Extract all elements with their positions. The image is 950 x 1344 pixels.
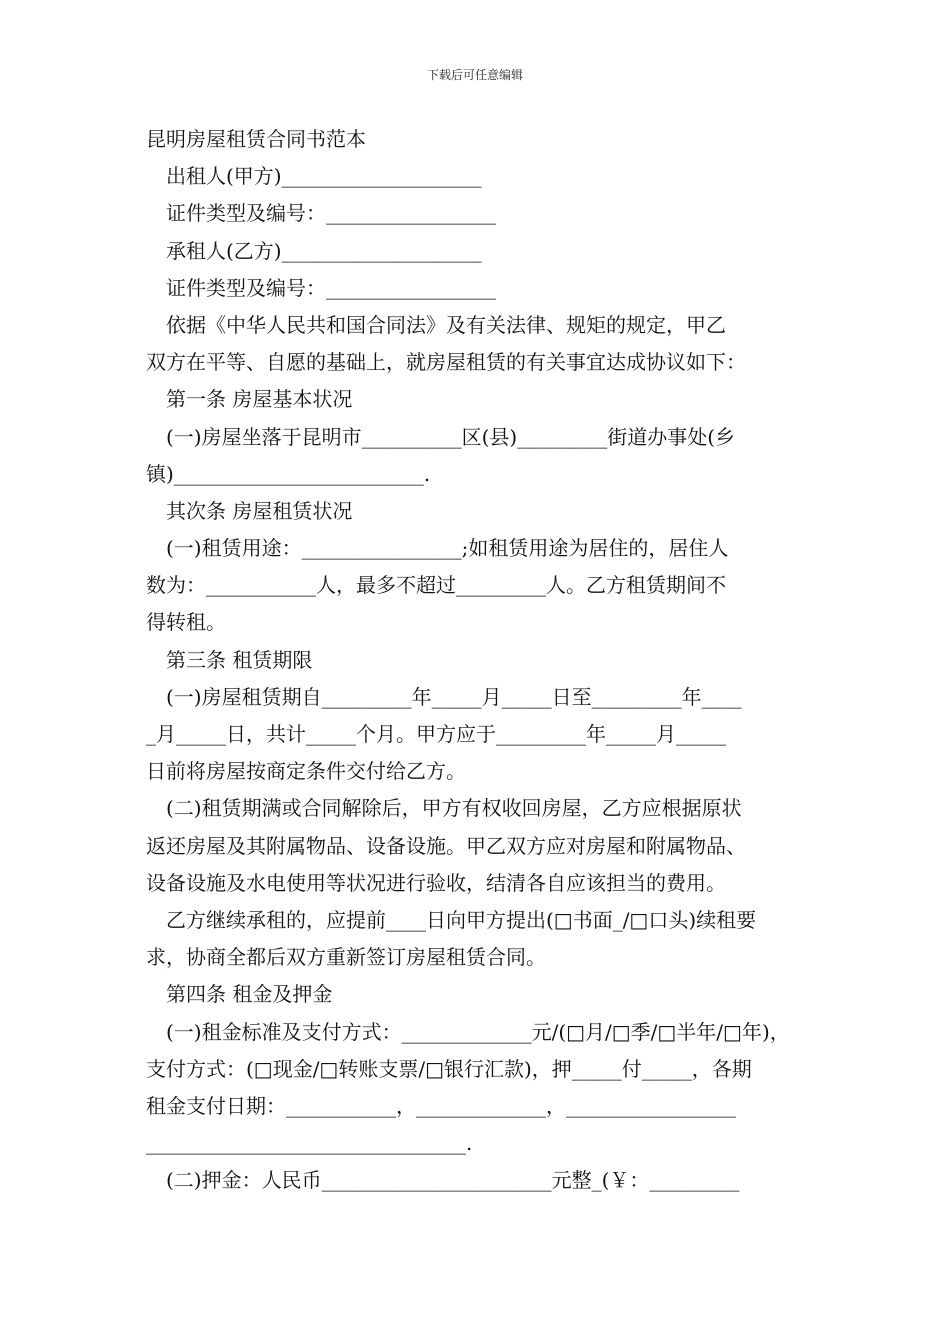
paragraph-line: 日前将房屋按商定条件交付给乙方。 xyxy=(146,759,466,784)
paragraph-line: (一)租金标准及支付方式：_____________元/(□月/□季/□半年/□年)， xyxy=(166,1019,790,1044)
lessee-id-line: 证件类型及编号：_________________ xyxy=(166,275,496,300)
paragraph-line: 依据《中华人民共和国合同法》及有关法律、规矩的规定，甲乙 xyxy=(166,312,726,337)
paragraph-line: _月_____日，共计_____个月。甲方应于_________年_____月_____ xyxy=(146,722,726,746)
article-heading: 其次条 房屋租赁状况 xyxy=(166,498,353,523)
paragraph-line: 支付方式：(□现金/□转账支票/□银行汇款)，押_____付_____，各期 xyxy=(146,1056,752,1081)
paragraph-line: 镇)_________________________. xyxy=(146,461,431,486)
paragraph-line: 乙方继续承租的，应提前____日向甲方提出(□书面_/□口头)续租要 xyxy=(166,907,757,932)
paragraph-line: 租金支付日期：___________，_____________，_________________ xyxy=(146,1093,736,1118)
paragraph-line: (一)房屋坐落于昆明市__________区(县)_________街道办事处(乡 xyxy=(166,424,736,449)
paragraph-line: ________________________________. xyxy=(146,1131,473,1156)
paragraph-line: 返还房屋及其附属物品、设备设施。甲乙双方应对房屋和附属物品、 xyxy=(146,833,746,858)
article-heading: 第四条 租金及押金 xyxy=(166,982,333,1007)
paragraph-line: 求，协商全都后双方重新签订房屋租赁合同。 xyxy=(146,945,546,970)
article-heading: 第一条 房屋基本状况 xyxy=(166,387,353,412)
paragraph-line: 得转租。 xyxy=(146,610,226,635)
paragraph-line: (一)房屋租赁期自_________年_____月_____日至_________年____ xyxy=(166,684,742,709)
paragraph-line: (二)租赁期满或合同解除后，甲方有权收回房屋，乙方应根据原状 xyxy=(166,796,742,821)
paragraph-line: 双方在平等、自愿的基础上，就房屋租赁的有关事宜达成协议如下： xyxy=(146,350,746,375)
lessor-id-line: 证件类型及编号：_________________ xyxy=(166,201,496,226)
contract-document xyxy=(146,121,826,1199)
paragraph-line: (一)租赁用途：________________;如租赁用途为居住的，居住人 xyxy=(166,536,729,561)
page-header: 下载后可任意编辑 xyxy=(426,68,523,82)
article-heading: 第三条 租赁期限 xyxy=(166,647,313,672)
lessor-line: 出租人(甲方)____________________ xyxy=(166,164,482,189)
paragraph-line: 数为：___________人，最多不超过_________人。乙方租赁期间不 xyxy=(146,573,726,598)
document-title: 昆明房屋租赁合同书范本 xyxy=(146,127,366,151)
lessee-line: 承租人(乙方)____________________ xyxy=(166,238,482,263)
paragraph-line: (二)押金：人民币_______________________元整_(￥：_________ xyxy=(166,1168,740,1193)
paragraph-line: 设备设施及水电使用等状况进行验收，结清各自应该担当的费用。 xyxy=(146,870,726,895)
